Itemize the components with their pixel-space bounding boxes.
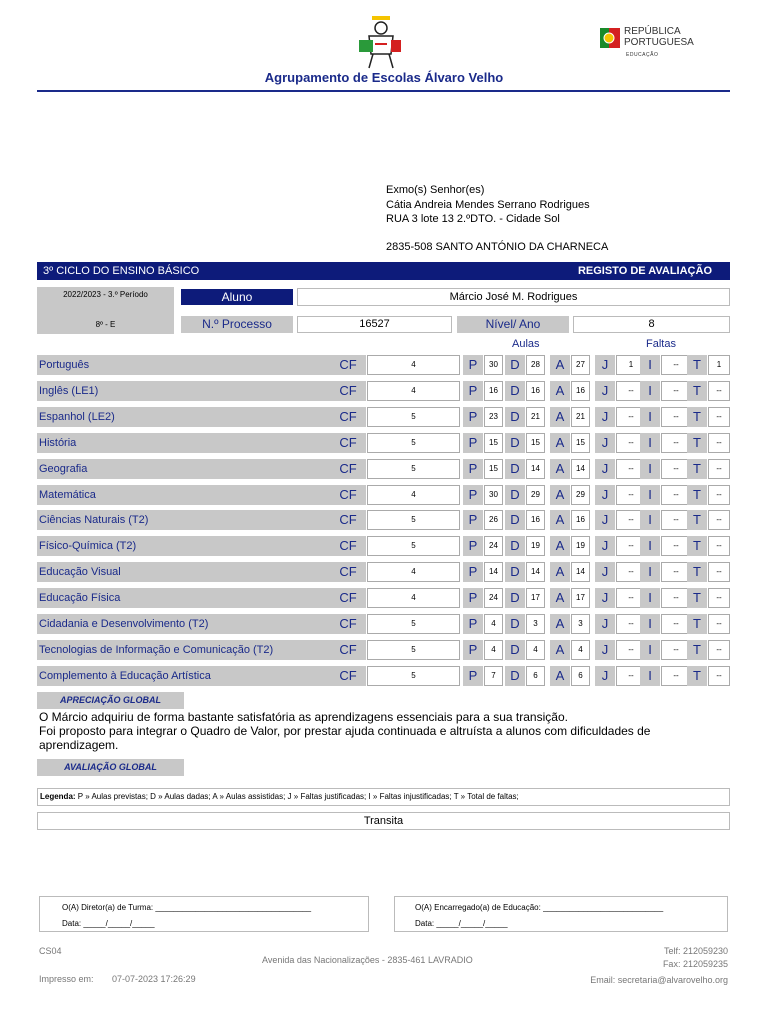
p-tag: P — [463, 510, 483, 530]
p-tag: P — [463, 640, 483, 660]
j-value: -- — [616, 407, 646, 427]
t-tag: T — [687, 407, 707, 427]
printed-label: Impresso em: — [39, 974, 94, 984]
i-tag: I — [640, 536, 660, 556]
cf-tag: CF — [330, 485, 366, 505]
a-value: 16 — [571, 381, 590, 401]
subject-row — [37, 381, 730, 401]
t-value: -- — [708, 640, 730, 660]
appreciation-text — [39, 710, 729, 752]
cf-tag: CF — [330, 588, 366, 608]
subject-name: Educação Visual — [37, 562, 365, 582]
t-tag: T — [687, 614, 707, 634]
i-value: -- — [661, 614, 691, 634]
d-tag: D — [505, 666, 525, 686]
addressee-name: Cátia Andreia Mendes Serrano Rodrigues — [386, 199, 590, 211]
t-value: 1 — [708, 355, 730, 375]
j-value: -- — [616, 485, 646, 505]
i-tag: I — [640, 562, 660, 582]
cf-value: 5 — [367, 666, 460, 686]
level-label: Nível/ Ano — [457, 316, 569, 333]
d-tag: D — [505, 433, 525, 453]
d-tag: D — [505, 640, 525, 660]
j-value: -- — [616, 614, 646, 634]
cf-value: 5 — [367, 433, 460, 453]
t-value: -- — [708, 666, 730, 686]
cf-value: 5 — [367, 640, 460, 660]
t-tag: T — [687, 433, 707, 453]
t-value: -- — [708, 485, 730, 505]
subject-row — [37, 485, 730, 505]
p-tag: P — [463, 666, 483, 686]
guardian-label: O(A) Encarregado(a) de Educação: ___________________________ — [415, 903, 664, 912]
republic-name: REPÚBLICA PORTUGUESA — [624, 26, 694, 48]
p-value: 15 — [484, 459, 503, 479]
j-tag: J — [595, 536, 615, 556]
cf-value: 4 — [367, 485, 460, 505]
subject-row — [37, 666, 730, 686]
doc-code: CS04 — [39, 946, 62, 956]
school-name: Agrupamento de Escolas Álvaro Velho — [264, 70, 504, 85]
p-value: 14 — [484, 562, 503, 582]
i-value: -- — [661, 640, 691, 660]
process-number: 16527 — [297, 316, 452, 333]
j-tag: J — [595, 485, 615, 505]
p-value: 16 — [484, 381, 503, 401]
t-tag: T — [687, 510, 707, 530]
cf-tag: CF — [330, 510, 366, 530]
school-logo-icon — [355, 14, 405, 70]
i-tag: I — [640, 510, 660, 530]
a-tag: A — [550, 640, 570, 660]
d-value: 16 — [526, 510, 545, 530]
a-tag: A — [550, 588, 570, 608]
i-value: -- — [661, 355, 691, 375]
i-tag: I — [640, 459, 660, 479]
cf-tag: CF — [330, 355, 366, 375]
student-label: Aluno — [181, 289, 293, 305]
i-value: -- — [661, 536, 691, 556]
a-value: 16 — [571, 510, 590, 530]
evaluation-result: Transita — [37, 812, 730, 830]
subject-row — [37, 562, 730, 582]
a-tag: A — [550, 485, 570, 505]
i-value: -- — [661, 562, 691, 582]
t-value: -- — [708, 510, 730, 530]
director-date: Data: _____/_____/_____ — [62, 919, 155, 928]
cf-value: 5 — [367, 407, 460, 427]
p-tag: P — [463, 459, 483, 479]
a-value: 17 — [571, 588, 590, 608]
p-tag: P — [463, 485, 483, 505]
d-tag: D — [505, 588, 525, 608]
a-value: 19 — [571, 536, 590, 556]
a-value: 14 — [571, 562, 590, 582]
footer-fax: Fax: 212059235 — [662, 959, 728, 969]
j-tag: J — [595, 433, 615, 453]
footer-phone: Telf: 212059230 — [663, 946, 728, 956]
t-tag: T — [687, 562, 707, 582]
j-value: -- — [616, 562, 646, 582]
p-tag: P — [463, 407, 483, 427]
cf-tag: CF — [330, 459, 366, 479]
student-name: Márcio José M. Rodrigues — [297, 288, 730, 306]
subject-name: Matemática — [37, 485, 365, 505]
i-value: -- — [661, 666, 691, 686]
d-value: 19 — [526, 536, 545, 556]
a-value: 14 — [571, 459, 590, 479]
t-tag: T — [687, 536, 707, 556]
process-label: N.º Processo — [181, 316, 293, 333]
subject-name: Geografia — [37, 459, 365, 479]
i-tag: I — [640, 381, 660, 401]
appreciation-line2: Foi proposto para integrar o Quadro de Valor, por prestar ajuda continuada e altruísta a alunos com dificuldades de aprendizagem. — [39, 724, 651, 752]
j-value: -- — [616, 588, 646, 608]
period: 2022/2023 - 3.º Período — [63, 290, 148, 299]
cf-value: 5 — [367, 510, 460, 530]
class: 8º - E — [95, 320, 116, 329]
d-tag: D — [505, 459, 525, 479]
p-tag: P — [463, 614, 483, 634]
republic-education: EDUCAÇÃO — [626, 52, 659, 58]
a-tag: A — [550, 614, 570, 634]
aulas-header: Aulas — [512, 338, 540, 350]
j-value: -- — [616, 536, 646, 556]
d-tag: D — [505, 536, 525, 556]
p-value: 30 — [484, 485, 503, 505]
appreciation-line1: O Márcio adquiriu de forma bastante satisfatória as aprendizagens essenciais para a sua transição. — [39, 710, 568, 724]
d-tag: D — [505, 562, 525, 582]
d-value: 16 — [526, 381, 545, 401]
subject-name: Ciências Naturais (T2) — [37, 510, 365, 530]
cf-tag: CF — [330, 536, 366, 556]
j-value: -- — [616, 510, 646, 530]
addressee-salutation: Exmo(s) Senhor(es) — [386, 184, 485, 196]
t-value: -- — [708, 433, 730, 453]
p-value: 30 — [484, 355, 503, 375]
subject-row — [37, 510, 730, 530]
cf-value: 5 — [367, 536, 460, 556]
subject-row — [37, 536, 730, 556]
i-tag: I — [640, 666, 660, 686]
a-value: 3 — [571, 614, 590, 634]
p-value: 26 — [484, 510, 503, 530]
j-tag: J — [595, 588, 615, 608]
cf-tag: CF — [330, 640, 366, 660]
t-value: -- — [708, 536, 730, 556]
t-value: -- — [708, 588, 730, 608]
d-tag: D — [505, 510, 525, 530]
d-value: 21 — [526, 407, 545, 427]
subject-name: Espanhol (LE2) — [37, 407, 365, 427]
a-tag: A — [550, 355, 570, 375]
cf-tag: CF — [330, 433, 366, 453]
guardian-signature-box — [394, 896, 728, 932]
guardian-date: Data: _____/_____/_____ — [415, 919, 508, 928]
j-tag: J — [595, 459, 615, 479]
printed-date: 07-07-2023 17:26:29 — [112, 974, 196, 984]
d-value: 4 — [526, 640, 545, 660]
legend-title: Legenda: — [40, 792, 76, 801]
a-tag: A — [550, 666, 570, 686]
report-title: REGISTO DE AVALIAÇÃO — [577, 265, 712, 277]
a-tag: A — [550, 459, 570, 479]
j-tag: J — [595, 355, 615, 375]
subject-name: Português — [37, 355, 365, 375]
subject-name: Complemento à Educação Artística — [37, 666, 365, 686]
faltas-header: Faltas — [646, 338, 676, 350]
t-tag: T — [687, 588, 707, 608]
legend-text: P » Aulas previstas; D » Aulas dadas; A » Aulas assistidas; J » Faltas justificadas; I » Faltas injustificadas; T » Total de faltas; — [77, 792, 519, 801]
header-divider — [37, 90, 730, 92]
a-tag: A — [550, 433, 570, 453]
subject-name: Cidadania e Desenvolvimento (T2) — [37, 614, 365, 634]
republic-emblem-icon — [598, 26, 622, 52]
t-tag: T — [687, 381, 707, 401]
cf-tag: CF — [330, 614, 366, 634]
j-value: -- — [616, 433, 646, 453]
p-value: 24 — [484, 588, 503, 608]
subject-row — [37, 640, 730, 660]
subject-name: Físico-Química (T2) — [37, 536, 365, 556]
j-value: -- — [616, 640, 646, 660]
d-value: 15 — [526, 433, 545, 453]
d-tag: D — [505, 355, 525, 375]
appreciation-label: APRECIAÇÃO GLOBAL — [37, 692, 184, 709]
p-tag: P — [463, 588, 483, 608]
d-value: 29 — [526, 485, 545, 505]
t-value: -- — [708, 562, 730, 582]
j-tag: J — [595, 562, 615, 582]
cf-tag: CF — [330, 562, 366, 582]
d-value: 6 — [526, 666, 545, 686]
subject-name: Tecnologias de Informação e Comunicação (T2) — [37, 640, 365, 660]
j-tag: J — [595, 381, 615, 401]
j-value: 1 — [616, 355, 646, 375]
a-value: 6 — [571, 666, 590, 686]
a-value: 27 — [571, 355, 590, 375]
subject-row — [37, 433, 730, 453]
i-tag: I — [640, 614, 660, 634]
cycle-label: 3º CICLO DO ENSINO BÁSICO — [43, 265, 200, 277]
level-value: 8 — [573, 316, 730, 333]
p-tag: P — [463, 536, 483, 556]
p-tag: P — [463, 433, 483, 453]
d-value: 3 — [526, 614, 545, 634]
p-tag: P — [463, 355, 483, 375]
j-tag: J — [595, 407, 615, 427]
director-label: O(A) Diretor(a) de Turma: ___________________________________ — [62, 903, 312, 912]
i-value: -- — [661, 407, 691, 427]
i-tag: I — [640, 588, 660, 608]
cf-tag: CF — [330, 666, 366, 686]
cf-value: 4 — [367, 562, 460, 582]
d-tag: D — [505, 614, 525, 634]
cf-tag: CF — [330, 381, 366, 401]
t-value: -- — [708, 459, 730, 479]
subject-row — [37, 407, 730, 427]
addressee-postal: 2835-508 SANTO ANTÓNIO DA CHARNECA — [386, 241, 609, 253]
i-tag: I — [640, 433, 660, 453]
p-value: 23 — [484, 407, 503, 427]
t-tag: T — [687, 640, 707, 660]
subject-row — [37, 459, 730, 479]
subject-row — [37, 355, 730, 375]
cf-value: 4 — [367, 588, 460, 608]
a-value: 29 — [571, 485, 590, 505]
footer-address: Avenida das Nacionalizações - 2835-461 LAVRADIO — [262, 955, 473, 965]
footer-email: Email: secretaria@alvarovelho.org — [590, 975, 728, 985]
cf-tag: CF — [330, 407, 366, 427]
t-tag: T — [687, 666, 707, 686]
t-value: -- — [708, 381, 730, 401]
p-tag: P — [463, 381, 483, 401]
a-tag: A — [550, 381, 570, 401]
a-tag: A — [550, 407, 570, 427]
a-value: 21 — [571, 407, 590, 427]
p-value: 24 — [484, 536, 503, 556]
a-tag: A — [550, 536, 570, 556]
d-tag: D — [505, 485, 525, 505]
i-value: -- — [661, 381, 691, 401]
a-tag: A — [550, 510, 570, 530]
cf-value: 5 — [367, 614, 460, 634]
cf-value: 4 — [367, 381, 460, 401]
t-tag: T — [687, 459, 707, 479]
d-value: 14 — [526, 459, 545, 479]
i-tag: I — [640, 407, 660, 427]
t-tag: T — [687, 355, 707, 375]
a-value: 4 — [571, 640, 590, 660]
i-value: -- — [661, 588, 691, 608]
period-class-box — [37, 287, 174, 334]
j-value: -- — [616, 666, 646, 686]
d-tag: D — [505, 381, 525, 401]
subject-name: História — [37, 433, 365, 453]
d-value: 17 — [526, 588, 545, 608]
evaluation-label: AVALIAÇÃO GLOBAL — [37, 759, 184, 776]
j-tag: J — [595, 666, 615, 686]
t-value: -- — [708, 614, 730, 634]
i-value: -- — [661, 485, 691, 505]
cf-value: 4 — [367, 355, 460, 375]
subject-row — [37, 588, 730, 608]
d-value: 14 — [526, 562, 545, 582]
d-tag: D — [505, 407, 525, 427]
j-value: -- — [616, 459, 646, 479]
subject-row — [37, 614, 730, 634]
j-tag: J — [595, 614, 615, 634]
t-value: -- — [708, 407, 730, 427]
a-tag: A — [550, 562, 570, 582]
i-value: -- — [661, 510, 691, 530]
p-value: 4 — [484, 640, 503, 660]
i-value: -- — [661, 433, 691, 453]
d-value: 28 — [526, 355, 545, 375]
p-value: 4 — [484, 614, 503, 634]
section-band — [37, 262, 730, 280]
p-value: 7 — [484, 666, 503, 686]
i-tag: I — [640, 355, 660, 375]
j-tag: J — [595, 510, 615, 530]
i-tag: I — [640, 485, 660, 505]
subject-name: Inglês (LE1) — [37, 381, 365, 401]
legend — [37, 788, 730, 806]
j-tag: J — [595, 640, 615, 660]
t-tag: T — [687, 485, 707, 505]
cf-value: 5 — [367, 459, 460, 479]
subject-name: Educação Física — [37, 588, 365, 608]
i-tag: I — [640, 640, 660, 660]
j-value: -- — [616, 381, 646, 401]
director-signature-box — [39, 896, 369, 932]
addressee-street: RUA 3 lote 13 2.ºDTO. - Cidade Sol — [386, 213, 560, 225]
p-tag: P — [463, 562, 483, 582]
p-value: 15 — [484, 433, 503, 453]
a-value: 15 — [571, 433, 590, 453]
i-value: -- — [661, 459, 691, 479]
